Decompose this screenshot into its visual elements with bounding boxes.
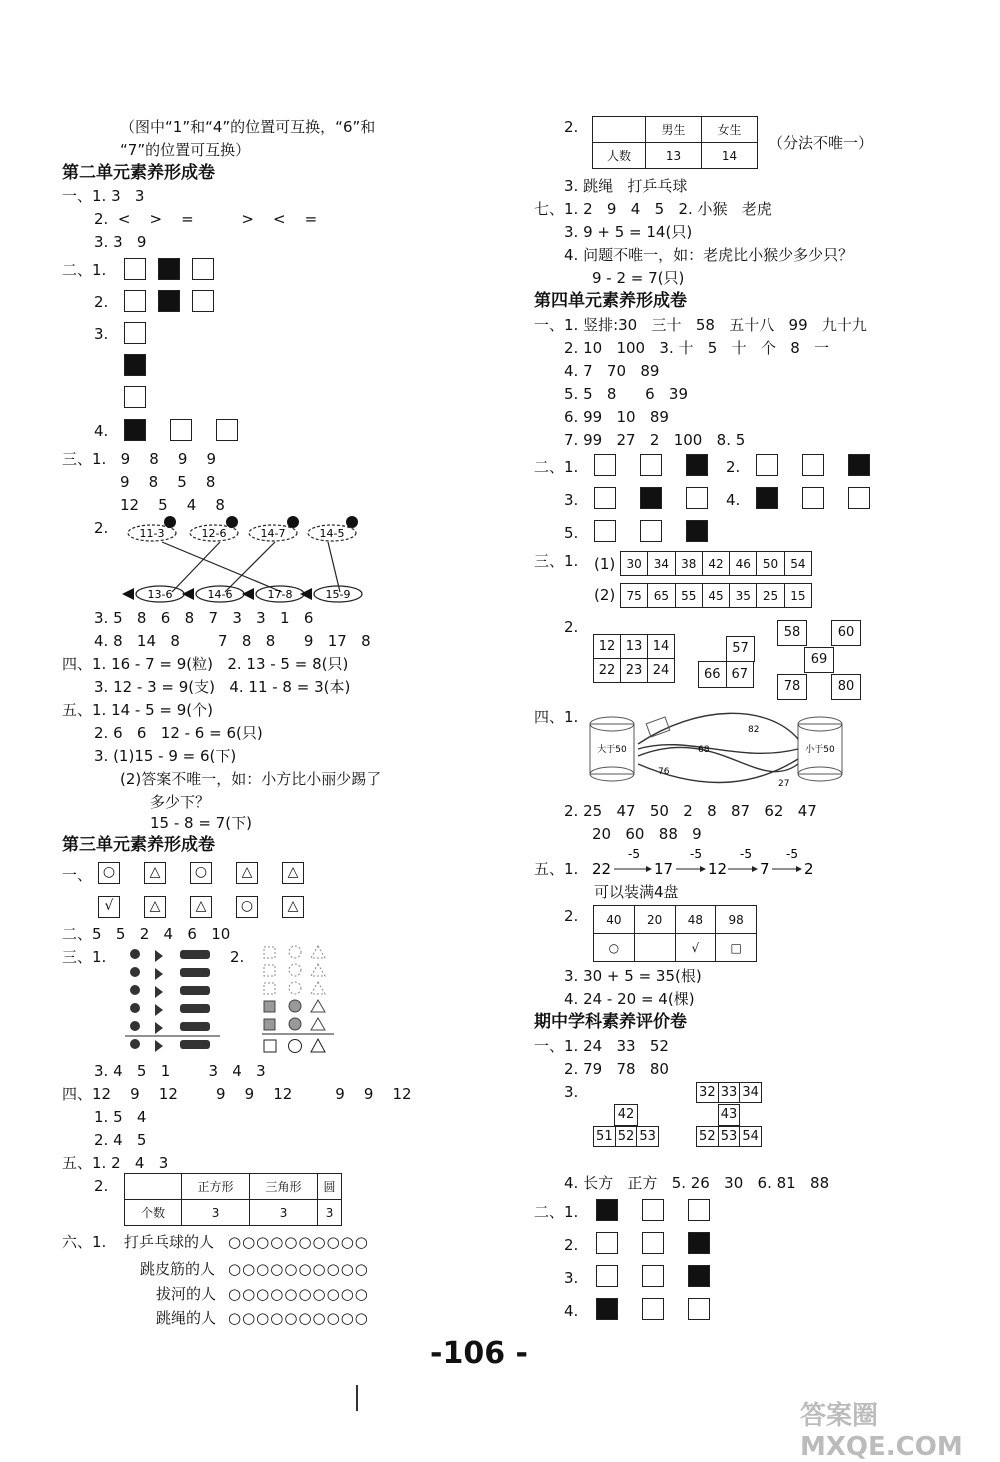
answer-box-filled [756,487,778,509]
r-q7-4: 4. 问题不唯一，如：老虎比小猴少多少只？ [564,246,854,264]
cross-cell: 78 [777,674,807,700]
chain-num: 12 [708,860,728,878]
answer-box-empty [848,487,870,509]
shape-answer: ○ [236,896,258,918]
answer-box-filled [688,1265,710,1287]
chain-op: -5 [740,847,752,861]
table-header: 三角形 [250,1174,318,1200]
answer-box-filled [686,454,708,476]
answer-box-empty [688,1298,710,1320]
answer-box-empty [640,520,662,542]
grid-b-top: 57 [726,636,755,662]
u2-q3-1c: 12 5 4 8 [120,496,225,514]
u3-q3-3: 3. 4 5 1 3 4 3 [94,1062,266,1080]
u4-q3-2: 2. [564,618,579,636]
answer-box-empty [124,258,146,280]
answer-box-empty [192,290,214,312]
answer-box-empty [642,1265,664,1287]
table-cell [634,934,675,962]
shape-answer: △ [236,862,258,884]
u2-q3-1a: 三、1. 9 8 9 9 [62,450,217,468]
answer-box-empty [642,1298,664,1320]
u2-q2-1: 二、1. [62,261,107,279]
u4-q5-1b: 可以装满4盘 [594,883,679,901]
u3-q4-1: 1. 5 4 [94,1108,147,1126]
subtraction-chain [590,846,820,880]
u3-q1: 一、 [62,866,93,884]
mid-q2-3: 3. [564,1269,579,1287]
table-cell: 人数 [593,143,646,169]
u2-q3-4: 4. 8 14 8 7 8 8 9 17 8 [94,632,371,650]
u2-q3-2: 2. [94,519,109,537]
animal-picture-graph [125,944,220,1056]
top-expr-4: 14-5 [319,527,345,540]
answer-box-empty [216,419,238,441]
u2-q2-2: 2. [94,293,109,311]
answer-box-empty [594,520,616,542]
answer-box-empty [756,454,778,476]
chain-num: 22 [592,860,612,878]
u2-q2-4: 4. [94,422,109,440]
u4-q5-1: 五、1. [534,860,579,878]
table-cell: 48 [675,906,716,934]
chain-op: -5 [628,847,640,861]
gender-note: （分法不唯一） [768,134,874,152]
answer-box-empty [124,322,146,344]
answer-box-empty [594,454,616,476]
seq-cell: 65 [648,584,675,608]
pict-marks: ○○○○○○○○○○ [228,1260,369,1278]
u2-q5-3: 3. (1)15 - 9 = 6(下) [94,747,237,765]
table-header: 男生 [646,117,702,143]
u4-q4-2: 2. 25 47 50 2 8 87 62 47 [564,802,817,820]
table-header: 女生 [702,117,758,143]
u2-q5-3b: (2)答案不唯一，如：小方比小丽少踢了 [120,770,382,788]
u4-q1-7: 7. 99 27 2 100 8. 5 [564,431,746,449]
hundred-chart-b: 66 67 [698,661,754,688]
u4-q2-2: 2. [726,458,741,476]
shape-answer: ○ [190,862,212,884]
answer-box-filled [596,1298,618,1320]
u2-q5-2: 2. 6 6 12 - 6 = 6(只) [94,724,263,742]
table-header [125,1174,182,1200]
top-expr-1: 11-3 [139,527,165,540]
u4-q1-5: 5. 5 8 6 39 [564,385,689,403]
seq-cell: 34 [648,552,675,576]
chain-num: 7 [760,860,770,878]
shape-count-table [124,1173,342,1226]
shape-answer: △ [190,896,212,918]
shape-answer: △ [282,896,304,918]
u4-q1-2: 2. 10 100 3. 十 5 十 个 8 一 [564,339,830,357]
answer-box-filled [688,1232,710,1254]
chain-num: 17 [654,860,674,878]
table-cell: 14 [702,143,758,169]
u3-q6-1: 六、1. [62,1233,107,1251]
seq-cell: 25 [757,584,784,608]
answer-box-empty [170,419,192,441]
table-cell: 98 [716,906,757,934]
u2-q4-1: 四、1. 16 - 7 = 9(粒) 2. 13 - 5 = 8(只) [62,655,349,673]
seq-cell: 75 [621,584,648,608]
table-cell: 3 [250,1200,318,1226]
answer-box-empty [596,1265,618,1287]
answer-box-filled [124,419,146,441]
answer-box-empty [802,454,824,476]
mid-q1-1: 一、1. 24 33 52 [534,1037,669,1055]
u2-q3-3: 3. 5 8 6 8 7 3 3 1 6 [94,609,314,627]
u4-q2-3: 3. [564,491,579,509]
u2-q1-3: 3. 3 9 [94,233,147,251]
seq-cell: 55 [675,584,702,608]
answer-box-empty [642,1232,664,1254]
answer-box-empty [686,487,708,509]
answer-box-filled [158,258,180,280]
bot-expr-3: 17-8 [267,588,293,601]
compare-table [593,905,757,962]
u3-q5-1: 五、1. 2 4 3 [62,1154,169,1172]
seq-cell: 54 [784,552,811,576]
answer-box-empty [688,1199,710,1221]
pic-label: 82 [748,725,760,735]
u4-q1-6: 6. 99 10 89 [564,408,669,426]
hundred-chart-a: 12 13 14 22 23 24 [593,634,675,683]
u4-q5-2: 2. [564,907,579,925]
midterm-title: 期中学科素养评价卷 [534,1012,687,1032]
table-header [593,117,646,143]
chain-op: -5 [786,847,798,861]
shape-answer: ○ [98,862,120,884]
matching-diagram [120,514,370,606]
table-header: 正方形 [182,1174,250,1200]
shape-answer: △ [282,862,304,884]
u3-q2: 二、5 5 2 4 6 10 [62,925,231,943]
mid-grid-b-top: 32 33 34 [696,1082,762,1103]
seq-cell: 30 [621,552,648,576]
table-cell: 3 [182,1200,250,1226]
u4-q1-1: 一、1. 竖排:30 三十 58 五十八 99 九十九 [534,316,867,334]
cross-cell: 60 [831,620,861,646]
cross-cell: 58 [777,620,807,646]
u2-q1-2: 2. < > = > < = [94,210,318,228]
table-cell: √ [675,934,716,962]
u3-q3-2: 2. [230,948,245,966]
u4-q4-2b: 20 60 88 9 [592,825,702,843]
u2-q5-1: 五、1. 14 - 5 = 9(个) [62,701,214,719]
bot-expr-4: 15-9 [325,588,351,601]
answer-box-empty [642,1199,664,1221]
watermark: 答案圈 MXQE.COM [800,1401,963,1462]
u3-q4-2: 2. 4 5 [94,1131,147,1149]
seq2-label: (2) [594,586,616,604]
shape-answer: △ [144,896,166,918]
answer-box-empty [802,487,824,509]
r-q6-3: 3. 跳绳 打乒乓球 [564,177,688,195]
sorting-picture [588,704,850,796]
u4-q5-3: 3. 30 + 5 = 35(根) [564,967,702,985]
chain-num: 2 [804,860,814,878]
seq-cell: 42 [702,552,729,576]
number-sequence-2 [620,583,812,608]
answer-box-empty [640,454,662,476]
u4-q4-1: 四、1. [534,708,579,726]
r-q7-4b: 9 - 2 = 7(只) [592,269,685,287]
seq-cell: 50 [757,552,784,576]
seq-cell: 46 [730,552,757,576]
answer-box-filled [640,487,662,509]
pic-label: 小于50 [805,745,835,755]
number-sequence-1 [620,551,812,576]
cross-cell: 69 [804,647,834,673]
mid-grid-b-bottom: 52 53 54 [696,1126,762,1147]
answer-box-empty [124,386,146,408]
u4-q2-4: 4. [726,491,741,509]
answer-box-empty [124,290,146,312]
seq-cell: 15 [784,584,811,608]
mid-grid-cell: 42 [614,1104,638,1126]
pic-label: 76 [658,767,670,777]
pict-label: 跳绳的人 [156,1309,217,1327]
mid-q2-1: 二、1. [534,1203,579,1221]
answer-box-empty [596,1232,618,1254]
answer-box-empty [192,258,214,280]
seq-cell: 35 [730,584,757,608]
pict-marks: ○○○○○○○○○○ [228,1309,369,1327]
table-cell: 20 [634,906,675,934]
top-expr-3: 14-7 [260,527,286,540]
seq-cell: 38 [675,552,702,576]
u2-q2-3: 3. [94,325,109,343]
u3-q3-1: 三、1. [62,948,107,966]
mid-q1-3: 3. [564,1083,579,1101]
answer-box-filled [158,290,180,312]
unit4-title: 第四单元素养形成卷 [534,291,687,311]
seq-cell: 45 [702,584,729,608]
pic-label: 27 [778,779,790,789]
answer-box-empty [594,487,616,509]
answer-box-filled [596,1199,618,1221]
gender-table [592,116,758,169]
u2-q3-1b: 9 8 5 8 [120,473,216,491]
pic-label: 68 [698,745,710,755]
cross-cell: 80 [831,674,861,700]
top-expr-2: 12-6 [201,527,227,540]
r-q6-2: 2. [564,118,579,136]
note-line-2: “7”的位置可互换） [120,141,251,159]
chain-op: -5 [690,847,702,861]
unit2-title: 第二单元素养形成卷 [62,163,215,183]
pict-label: 打乒乓球的人 [124,1233,215,1251]
r-q7-3: 3. 9 + 5 = 14(只) [564,223,693,241]
u4-q5-4: 4. 24 - 20 = 4(棵) [564,990,695,1008]
u2-q5-3c: 多少下？ [150,793,211,811]
u3-q5-2: 2. [94,1177,109,1195]
pict-marks: ○○○○○○○○○○ [228,1233,369,1251]
shape-picture-graph [262,944,334,1056]
table-cell: 3 [318,1200,342,1226]
note-line-1: （图中“1”和“4”的位置可互换，“6”和 [120,118,376,136]
u2-q5-3d: 15 - 8 = 7(下) [150,814,252,832]
crop-mark [356,1385,358,1411]
table-cell: 个数 [125,1200,182,1226]
shape-answer: √ [98,896,120,918]
mid-q1-4: 4. 长方 正方 5. 26 30 6. 81 88 [564,1174,830,1192]
table-cell: □ [716,934,757,962]
table-header: 圆 [318,1174,342,1200]
page-number: -106 - [430,1336,528,1371]
u4-q2-5: 5. [564,524,579,542]
mid-q1-2: 2. 79 78 80 [564,1060,669,1078]
table-cell: ○ [594,934,635,962]
pict-label: 跳皮筋的人 [140,1260,216,1278]
u4-q3-1: 三、1. [534,552,579,570]
pic-label: 大于50 [597,745,627,755]
u2-q4-3: 3. 12 - 3 = 9(支) 4. 11 - 8 = 3(本) [94,678,351,696]
u4-q2-1: 二、1. [534,458,579,476]
mid-grid-a: 51 52 53 [593,1126,659,1147]
answer-box-filled [124,354,146,376]
u3-q4: 四、12 9 12 9 9 12 9 9 12 [62,1085,412,1103]
unit3-title: 第三单元素养形成卷 [62,835,215,855]
r-q7-1: 七、1. 2 9 4 5 2. 小猴 老虎 [534,200,772,218]
mid-q2-4: 4. [564,1302,579,1320]
bot-expr-2: 14-6 [207,588,233,601]
bot-expr-1: 13-6 [147,588,173,601]
u2-q1-1: 一、1. 3 3 [62,187,145,205]
answer-box-filled [686,520,708,542]
answer-box-filled [848,454,870,476]
table-cell: 40 [594,906,635,934]
pict-marks: ○○○○○○○○○○ [228,1285,369,1303]
u4-q1-4: 4. 7 70 89 [564,362,660,380]
seq1-label: (1) [594,555,616,573]
mid-q2-2: 2. [564,1236,579,1254]
shape-answer: △ [144,862,166,884]
table-cell: 13 [646,143,702,169]
mid-grid-cell: 43 [718,1104,740,1126]
pict-label: 拔河的人 [156,1285,217,1303]
